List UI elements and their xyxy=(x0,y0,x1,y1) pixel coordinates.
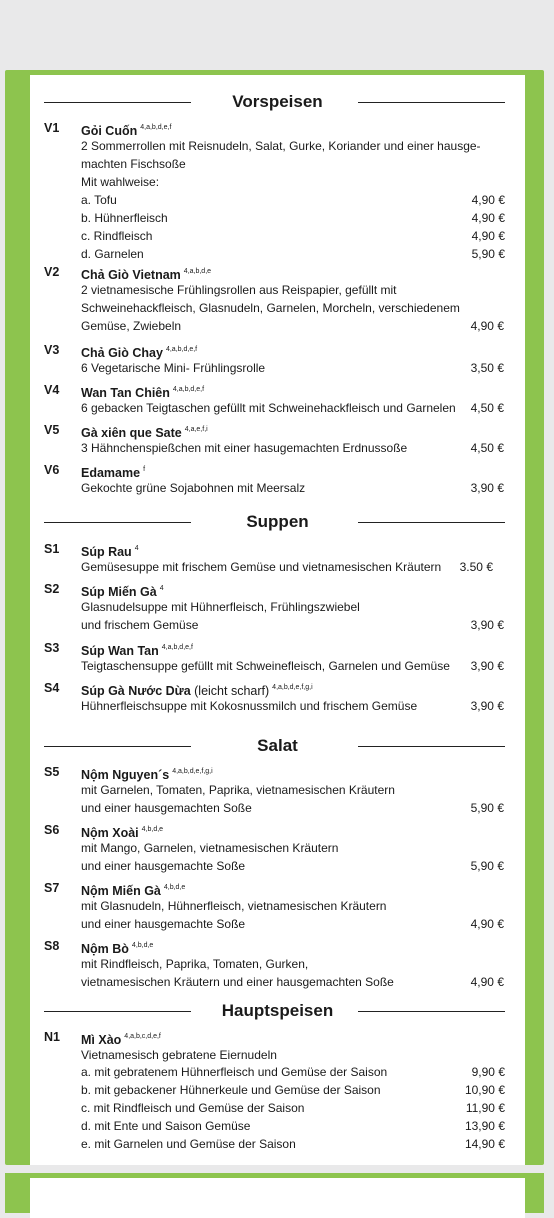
divider-right xyxy=(358,102,505,103)
section-header-vorspeisen xyxy=(30,91,525,113)
section-title: Suppen xyxy=(246,512,309,531)
item-code: V2 xyxy=(44,265,60,279)
option-row: c. Rindfleisch 4,90 € xyxy=(81,229,505,243)
item-name: Gà xiên que Sate $^{4,a,e,f,i}$ xyxy=(81,426,208,440)
item-code: V4 xyxy=(44,383,60,397)
item-price: 5,90 € xyxy=(470,859,504,873)
menu-item-v6 xyxy=(30,461,525,497)
item-note: (leicht scharf) xyxy=(194,684,270,698)
menu-item-s5 xyxy=(30,763,525,817)
item-description: Gekochte grüne Sojabohnen mit Meersalz xyxy=(81,481,306,495)
item-description: 3 Hähnchenspießchen mit einer hasugemachten Erdnussoße xyxy=(81,441,408,455)
item-description: 6 gebacken Teigtaschen gefüllt mit Schweinehackfleisch und Garnelen xyxy=(81,401,456,415)
menu-item-v3 xyxy=(30,341,525,377)
item-description: Glasnudelsuppe mit Hühnerfleisch, Frühlingszwiebel und frischem Gemüse xyxy=(81,600,360,632)
item-code: S8 xyxy=(44,939,60,953)
section-header-hauptspeisen xyxy=(30,1000,525,1022)
section-title: Hauptspeisen xyxy=(221,1001,334,1020)
section-title: Vorspeisen xyxy=(232,92,323,111)
item-price: 3.50 € xyxy=(459,560,493,574)
item-name: Wan Tan Chiên $^{4,a,b,d,e,f}$ xyxy=(81,386,205,400)
section-title: Salat xyxy=(257,736,298,755)
allergens: 4,a,b,d,e,f,g,i xyxy=(272,684,313,691)
allergens: 4,a,e,f,i xyxy=(184,426,208,433)
section-header-suppen xyxy=(30,511,525,533)
item-name: Gỏi Cuốn $^{4,a,b,d,e,f}$ xyxy=(81,124,172,138)
item-price: 4,90 € xyxy=(470,917,504,931)
item-code: S4 xyxy=(44,681,60,695)
item-name: Nộm Bò $^{4,b,d,e}$ xyxy=(81,942,154,956)
item-code: S3 xyxy=(44,641,60,655)
item-name: Nộm Nguyen´s $^{4,a,b,d,e,f,g,i}$ xyxy=(81,768,213,782)
item-code: S2 xyxy=(44,582,60,596)
allergens: 4 xyxy=(159,585,164,592)
item-name: Súp Wan Tan $^{4,a,b,d,e,f}$ xyxy=(81,644,193,658)
allergens: 4,b,d,e xyxy=(163,884,186,891)
item-price: 4,90 € xyxy=(470,319,504,333)
divider-right xyxy=(358,1011,505,1012)
item-name: Mì Xào $^{4,a,b,c,d,e,f}$ xyxy=(81,1033,161,1047)
item-description: mit Mango, Garnelen, vietnamesischen Kräutern und einer hausgemachte Soße xyxy=(81,841,339,873)
allergens: 4,a,b,d,e,f xyxy=(165,346,198,353)
item-code: V6 xyxy=(44,463,60,477)
divider-right xyxy=(358,522,505,523)
item-code: S1 xyxy=(44,542,60,556)
item-price: 3,90 € xyxy=(470,659,504,673)
item-code: V3 xyxy=(44,343,60,357)
allergens: 4 xyxy=(134,545,139,552)
option-row: a. Tofu 4,90 € xyxy=(81,193,505,207)
item-code: V1 xyxy=(44,121,60,135)
divider-right xyxy=(358,746,505,747)
item-code: N1 xyxy=(44,1030,60,1044)
option-row: b. mit gebackener Hühnerkeule und Gemüse der Saison 10,90 € xyxy=(81,1083,505,1097)
menu-page xyxy=(5,70,544,1165)
menu-item-v5 xyxy=(30,421,525,457)
option-row: d. Garnelen 5,90 € xyxy=(81,247,505,261)
item-code: S7 xyxy=(44,881,60,895)
menu-paper xyxy=(30,1178,525,1218)
item-description: mit Glasnudeln, Hühnerfleisch, vietnamesischen Kräutern und einer hausgemachte Soße xyxy=(81,899,387,931)
next-menu-page xyxy=(5,1173,544,1213)
item-description: Hühnerfleischsuppe mit Kokosnussmilch und frischem Gemüse xyxy=(81,699,418,713)
item-description: Teigtaschensuppe gefüllt mit Schweinefleisch, Garnelen und Gemüse xyxy=(81,659,450,673)
item-price: 3,50 € xyxy=(470,361,504,375)
menu-item-s3 xyxy=(30,639,525,675)
item-description: 2 Sommerrollen mit Reisnudeln, Salat, Gurke, Koriander und einer hausge- machten Fischsoße Mit wahlweise: xyxy=(81,139,481,189)
item-description: Gemüsesuppe mit frischem Gemüse und vietnamesischen Kräutern xyxy=(81,560,442,574)
menu-item-s2 xyxy=(30,580,525,634)
option-row: e. mit Garnelen und Gemüse der Saison 14,90 € xyxy=(81,1137,505,1151)
item-name: Súp Miến Gà $^4$ xyxy=(81,585,164,599)
option-row: c. mit Rindfleisch und Gemüse der Saison 11,90 € xyxy=(81,1101,505,1115)
menu-item-v2 xyxy=(30,263,525,335)
menu-item-v1 xyxy=(30,119,525,259)
allergens: f xyxy=(143,466,146,473)
item-price: 4,90 € xyxy=(470,975,504,989)
allergens: 4,a,b,d,e xyxy=(183,268,212,275)
menu-item-v4 xyxy=(30,381,525,417)
item-price: 4,50 € xyxy=(470,441,504,455)
item-description: Vietnamesisch gebratene Eiernudeln xyxy=(81,1048,277,1062)
item-name: Nộm Miến Gà $^{4,b,d,e}$ xyxy=(81,884,186,898)
menu-item-s6 xyxy=(30,821,525,875)
allergens: 4,b,d,e xyxy=(141,826,164,833)
option-row: b. Hühnerfleisch 4,90 € xyxy=(81,211,505,225)
menu-paper xyxy=(30,75,525,1165)
allergens: 4,a,b,d,e,f xyxy=(172,386,205,393)
allergens: 4,a,b,d,e,f,g,i xyxy=(172,768,213,775)
item-price: 4,50 € xyxy=(470,401,504,415)
menu-item-s7 xyxy=(30,879,525,933)
allergens: 4,a,b,d,e,f xyxy=(140,124,172,131)
item-name: Edamame $^f$ xyxy=(81,466,146,480)
menu-item-n1 xyxy=(30,1028,525,1158)
section-header-salat xyxy=(30,735,525,757)
allergens: 4,a,b,d,e,f xyxy=(161,644,193,651)
item-description: mit Rindfleisch, Paprika, Tomaten, Gurken, vietnamesischen Kräutern und einer hausgemachten Soße xyxy=(81,957,394,989)
item-price: 5,90 € xyxy=(470,801,504,815)
item-price: 3,90 € xyxy=(470,618,504,632)
allergens: 4,b,d,e xyxy=(131,942,154,949)
option-row: a. mit gebratenem Hühnerfleisch und Gemüse der Saison 9,90 € xyxy=(81,1065,505,1079)
item-code: S5 xyxy=(44,765,60,779)
item-name: Chả Giò Chay $^{4,a,b,d,e,f}$ xyxy=(81,346,198,360)
item-description: 2 vietnamesische Frühlingsrollen aus Reispapier, gefüllt mit Schweinehackfleisch, Glasnudeln, Garnelen, Morcheln, verschiedenem Gemüse, Zwiebeln xyxy=(81,283,460,333)
menu-item-s1 xyxy=(30,540,525,576)
item-name: Chả Giò Vietnam $^{4,a,b,d,e}$ xyxy=(81,268,212,282)
item-code: V5 xyxy=(44,423,60,437)
item-description: 6 Vegetarische Mini- Frühlingsrolle xyxy=(81,361,266,375)
menu-item-s4 xyxy=(30,679,525,715)
item-price: 3,90 € xyxy=(470,481,504,495)
allergens: 4,a,b,c,d,e,f xyxy=(124,1033,161,1040)
menu-item-s8 xyxy=(30,937,525,991)
item-code: S6 xyxy=(44,823,60,837)
item-name: Nộm Xoài $^{4,b,d,e}$ xyxy=(81,826,164,840)
item-price: 3,90 € xyxy=(470,699,504,713)
item-name: Súp Gà Nước Dừa (leicht scharf) $^{4,a,b,d,e,f,g,i}$ xyxy=(81,684,313,698)
option-row: d. mit Ente und Saison Gemüse 13,90 € xyxy=(81,1119,505,1133)
item-name: Súp Rau $^4$ xyxy=(81,545,139,559)
item-description: mit Garnelen, Tomaten, Paprika, vietnamesischen Kräutern und einer hausgemachten Soße xyxy=(81,783,395,815)
